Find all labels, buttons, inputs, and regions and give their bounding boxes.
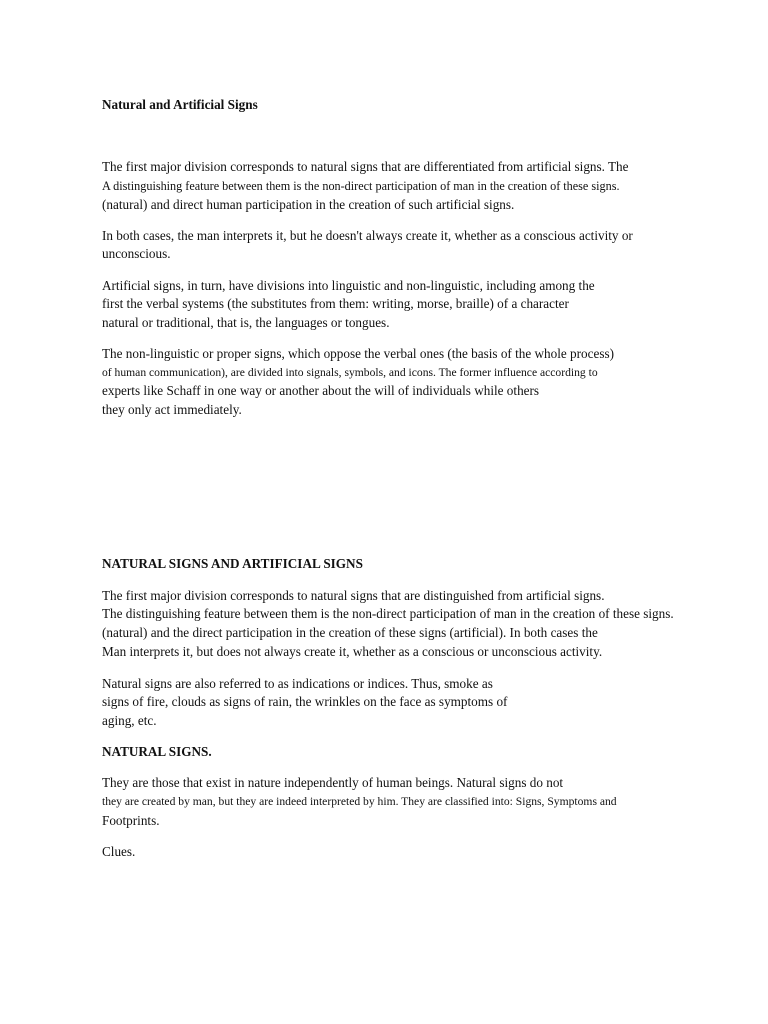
section2-p4-line1: Clues. (102, 844, 136, 859)
section1-p2-line2: unconscious. (102, 246, 171, 261)
section1-p2-line1: In both cases, the man interprets it, but he doesn't always create it, whether as a conscious activity or (102, 228, 633, 243)
section1-p3-line3: natural or traditional, that is, the languages or tongues. (102, 315, 390, 330)
section1-p4-line1: The non-linguistic or proper signs, which oppose the verbal ones (the basis of the whole process) (102, 346, 614, 361)
section2-p2-line2: signs of fire, clouds as signs of rain, the wrinkles on the face as symptoms of (102, 694, 508, 709)
section1-p4-line2: of human communication), are divided into signals, symbols, and icons. The former influence according to (102, 366, 598, 379)
section2-p3-line1: They are those that exist in nature independently of human beings. Natural signs do not (102, 775, 564, 790)
section2-p1-line4: Man interprets it, but does not always create it, whether as a conscious or unconscious activity. (102, 644, 603, 659)
section1-p1-line3: (natural) and direct human participation in the creation of such artificial signs. (102, 197, 515, 212)
section1-p3-line1: Artificial signs, in turn, have divisions into linguistic and non-linguistic, including among the (102, 278, 595, 293)
section2-p3-line2: they are created by man, but they are indeed interpreted by him. They are classified into: Signs, Symptoms and (102, 795, 617, 808)
section2-p3-line3: Footprints. (102, 813, 160, 828)
section2-title: NATURAL SIGNS AND ARTIFICIAL SIGNS (102, 556, 363, 571)
section2-p2-line1: Natural signs are also referred to as indications or indices. Thus, smoke as (102, 676, 493, 691)
section1-p1-line1: The first major division corresponds to natural signs that are differentiated from artificial signs. The (102, 159, 629, 174)
section2-p1-line1: The first major division corresponds to natural signs that are distinguished from artificial signs. (102, 588, 605, 603)
section1-p4-line4: they only act immediately. (102, 402, 242, 417)
section2-p2-line3: aging, etc. (102, 713, 157, 728)
section2-subtitle: NATURAL SIGNS. (102, 744, 212, 759)
section1-title: Natural and Artificial Signs (102, 97, 258, 112)
section2-p1-line2: The distinguishing feature between them is the non-direct participation of man in the creation of these signs. (102, 606, 674, 621)
section1-p4-line3: experts like Schaff in one way or another about the will of individuals while others (102, 383, 540, 398)
section1-p3-line2: first the verbal systems (the substitutes from them: writing, morse, braille) of a character (102, 296, 569, 311)
section2-p1-line3: (natural) and the direct participation in the creation of these signs (artificial). In both cases the (102, 625, 598, 640)
section1-p1-line2: A distinguishing feature between them is the non-direct participation of man in the creation of these signs. (102, 179, 620, 193)
